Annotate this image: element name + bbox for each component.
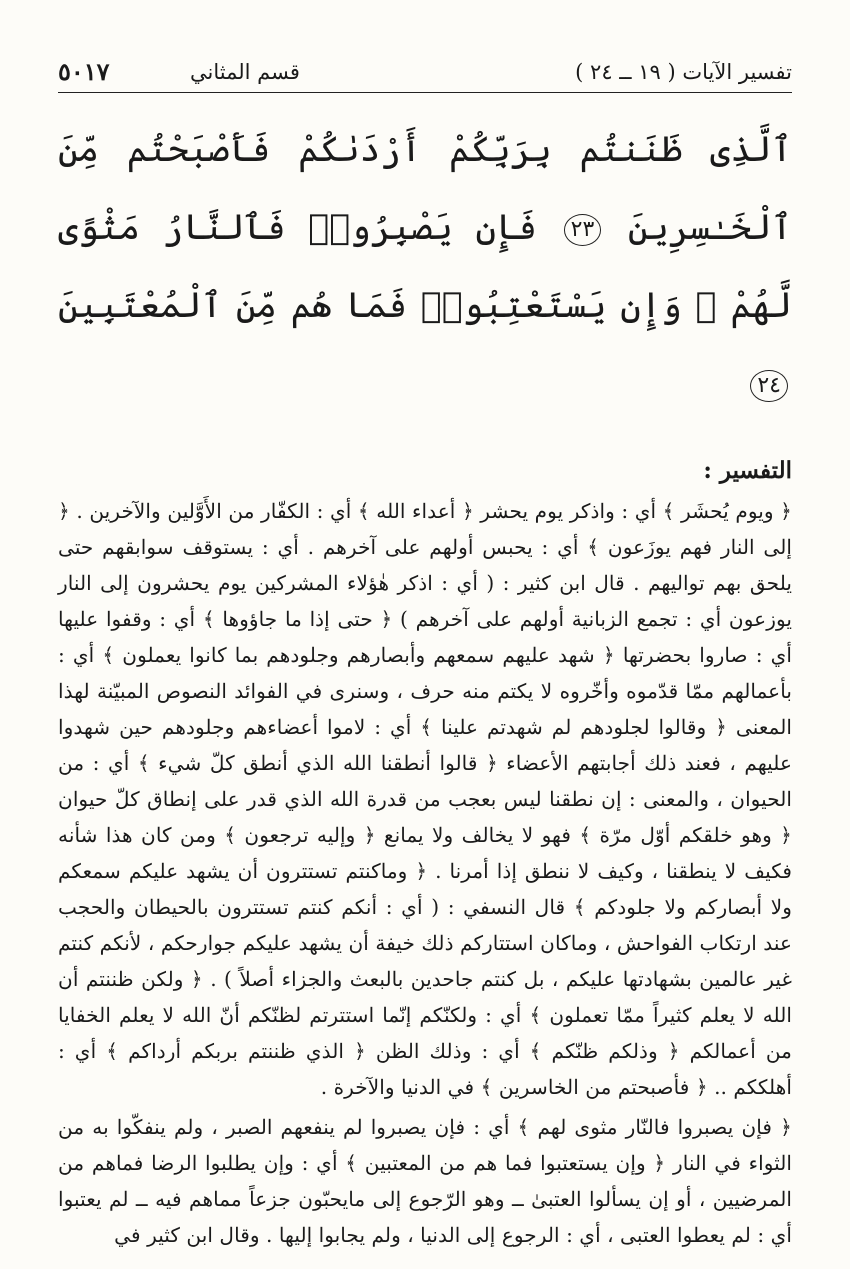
verse-24-text: فَإِن يَصْبِرُوا۟ فَٱلنَّارُ مَثْوًى لَّهُمْ ۖ وَإِن يَسْتَعْتِبُوا۟ فَمَا هُم مِّنَ ٱلْمُعْتَبِينَ [58,208,792,326]
tafsir-paragraph-2: ﴿ فإن يصبروا فالنّار مثوى لهم ﴾ أي : فإن يصبروا لم ينفعهم الصبر ، ولم ينفكّوا به من الثواء في النار ﴿ وإن يستعتبوا فما هم من المعتبين ﴾ أي : وإن يطلبوا الرضا فماهم من المرضيين ، أو إن يسألوا العتبىٰ ــ وهو الرّجوع إلى مايحبّون جزعاً مماهم فيه ــ لم يعتبوا أي : لم يعطوا العتبى ، أي : الرجوع إلى الدنيا ، ولم يجابوا إليها . وقال ابن كثير في [58,1115,792,1247]
page-number: ٥٠١٧ [58,57,110,86]
page-header [58,52,792,93]
quran-verses [58,111,792,423]
verse-23-text: ٱلَّذِى ظَنَنتُم بِرَبِّكُمْ أَرْدَىٰكُمْ فَأَصْبَحْتُم مِّنَ ٱلْخَـٰسِرِينَ [58,130,792,248]
section-name: قسم المثاني [190,60,300,84]
verse-number-23: ٢٣ [564,214,602,246]
tafsir-heading: التفسير : [703,457,792,484]
verse-number-24: ٢٤ [750,370,788,402]
tafsir-paragraph-1: ﴿ ويوم يُحشَر ﴾ أي : واذكر يوم يحشر ﴿ أعداء الله ﴾ أي : الكفّار من الأَوَّلين والآخرين . ﴿ إلى النار فهم يوزَعون ﴾ أي : يحبس أولهم على آخرهم . أي : يستوقف سوابقهم حتى يلحق بهم تواليهم . قال ابن كثير : ( أي : اذكر هٰؤلاء المشركين يوم يحشرون إلى النار يوزعون أي : تجمع الزبانية أولهم على آخرهم ) ﴿ حتى إذا ما جاؤوها ﴾ أي : وقفوا عليها أي : صاروا بحضرتها ﴿ شهد عليهم سمعهم وأبصارهم وجلودهم بما كانوا يعملون ﴾ أي : بأعمالهم ممّا قدّموه وأخّروه لا يكتم منه حرف ، وسنرى في الفوائد النصوص المبيّنة لهذا المعنى ﴿ وقالوا لجلودهم لم شهدتم علينا ﴾ أي : لاموا أعضاءهم وجلودهم حين شهدوا عليهم ، فعند ذلك أجابتهم الأعضاء ﴿ قالوا أنطقنا الله الذي أنطق كلّ شيء ﴾ أي : من الحيوان ، والمعنى : إن نطقنا ليس بعجب من قدرة الله الذي قدر على إنطاق كلّ حيوان ﴿ وهو خلقكم أوّل مرّة ﴾ فهو لا يخالف ولا يمانع ﴿ وإليه ترجعون ﴾ ومن كان هذا شأنه فكيف لا ينطقنا ، وكيف لا ننطق إذا أمرنا . ﴿ وماكنتم تستترون أن يشهد عليكم سمعكم ولا أبصاركم ولا جلودكم ﴾ قال النسفي : ( أي : أنكم كنتم تستترون بالحيطان والحجب عند ارتكاب الفواحش ، وماكان استتاركم ذلك خيفة أن يشهد عليكم جوارحكم ، لأنكم كنتم غير عالمين بشهادتها عليكم ، بل كنتم جاحدين بالبعث والجزاء أصلاً ) . ﴿ ولكن ظننتم أن الله لا يعلم كثيراً ممّا تعملون ﴾ أي : ولكنّكم إنّما استترتم لظنّكم أنّ الله لا يعلم الخفايا من أعمالكم ﴿ وذلكم ظنّكم ﴾ أي : وذلك الظن ﴿ الذي ظننتم بربكم أرداكم ﴾ أي : أهلككم .. ﴿ فأصبحتم من الخاسرين ﴾ في الدنيا والآخرة . [58,499,792,1099]
running-title: تفسير الآيات ( ١٩ ــ ٢٤ ) [575,60,792,84]
